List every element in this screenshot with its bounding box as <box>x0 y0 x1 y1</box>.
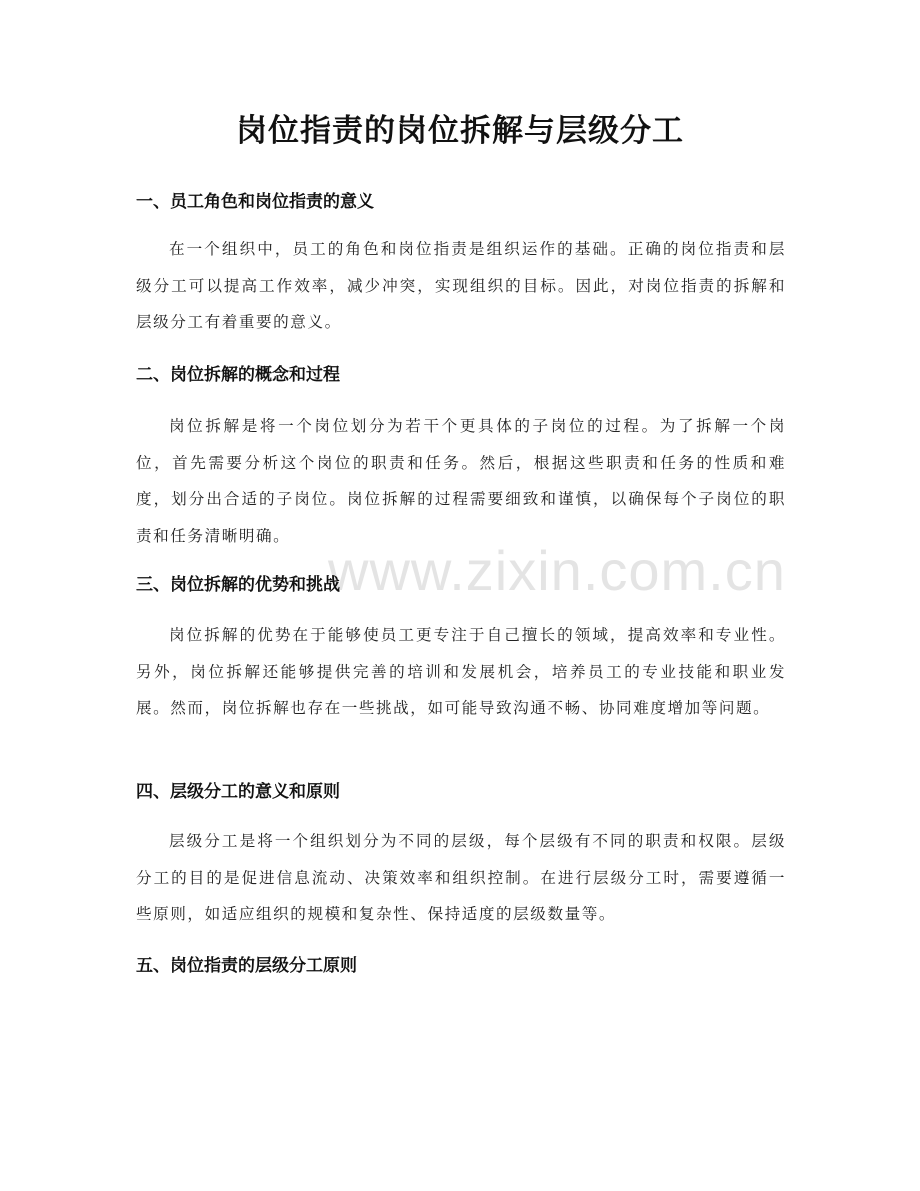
section-1-paragraph: 在一个组织中，员工的角色和岗位指责是组织运作的基础。正确的岗位指责和层级分工可以提高工作效率，减少冲突，实现组织的目标。因此，对岗位指责的拆解和层级分工有着重要的意义。 <box>136 240 786 331</box>
watermark: www.zixin.com.cn <box>328 539 786 602</box>
section-1-heading: 一、员工角色和岗位指责的意义 <box>136 192 374 212</box>
section-4-heading: 四、层级分工的意义和原则 <box>136 782 340 802</box>
section-4-paragraph: 层级分工是将一个组织划分为不同的层级，每个层级有不同的职责和权限。层级分工的目的是促进信息流动、决策效率和组织控制。在进行层级分工时，需要遵循一些原则，如适应组织的规模和复杂性、保持适度的层级数量等。 <box>136 832 786 923</box>
section-2-heading: 二、岗位拆解的概念和过程 <box>136 365 340 385</box>
section-5-heading: 五、岗位指责的层级分工原则 <box>136 956 357 976</box>
section-3-paragraph: 岗位拆解的优势在于能够使员工更专注于自己擅长的领域，提高效率和专业性。另外，岗位拆解还能够提供完善的培训和发展机会，培养员工的专业技能和职业发展。然而，岗位拆解也存在一些挑战，如可能导致沟通不畅、协同难度增加等问题。 <box>136 626 786 717</box>
section-2-paragraph: 岗位拆解是将一个岗位划分为若干个更具体的子岗位的过程。为了拆解一个岗位，首先需要分析这个岗位的职责和任务。然后，根据这些职责和任务的性质和难度，划分出合适的子岗位。岗位拆解的过程需要细致和谨慎，以确保每个子岗位的职责和任务清晰明确。 <box>136 417 786 545</box>
document-title: 岗位指责的岗位拆解与层级分工 <box>236 113 684 149</box>
section-3-heading: 三、岗位拆解的优势和挑战 <box>136 575 340 595</box>
